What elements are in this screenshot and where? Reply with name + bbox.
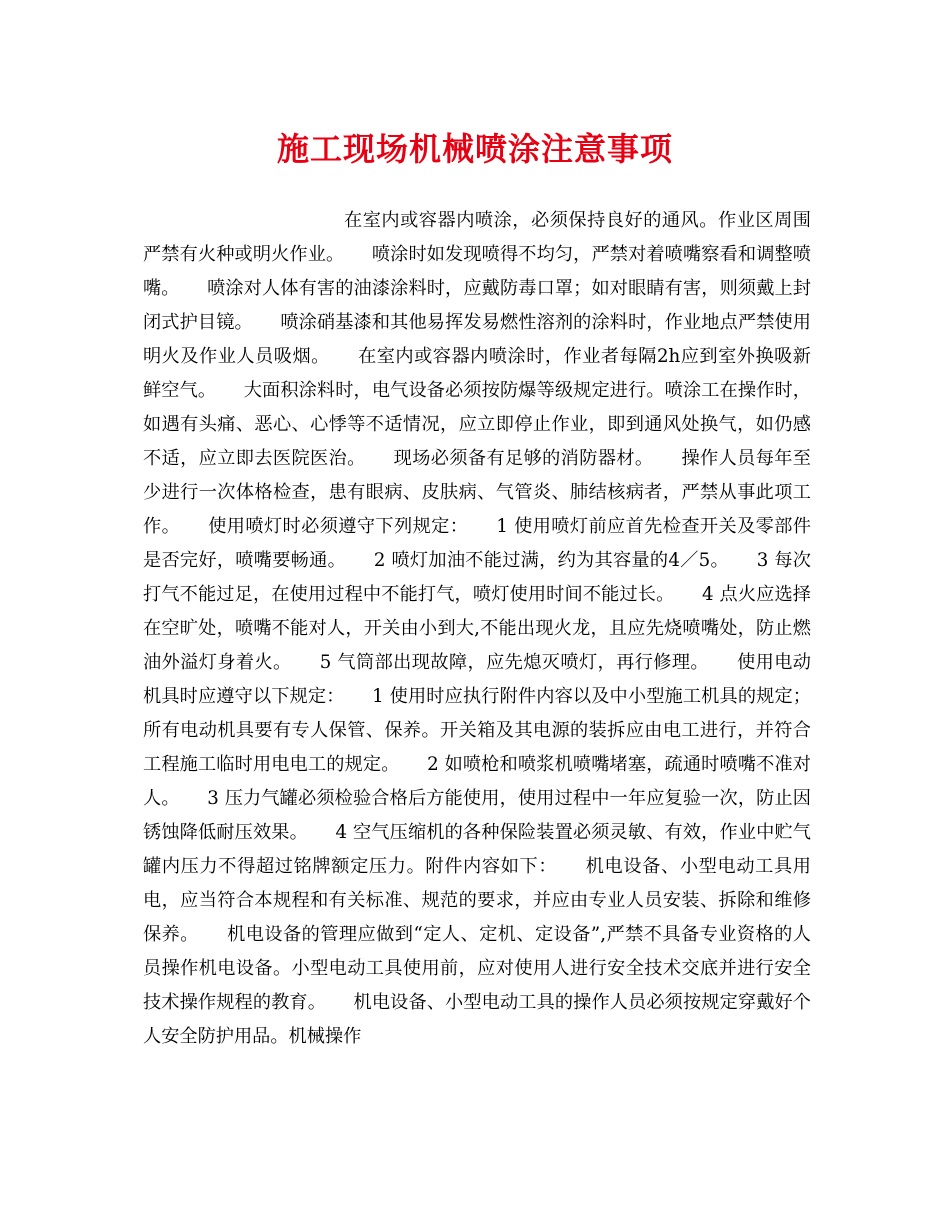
document-body: 在室内或容器内喷涂，必须保持良好的通风。作业区周围严禁有火种或明火作业。 喷涂时如发现喷得不均匀，严禁对着喷嘴察看和调整喷嘴。 喷涂对人体有害的油漆涂料时，应戴防毒口罩；如对眼睛有害，则须戴上封闭式护目镜。 喷涂硝基漆和其他易挥发易燃性溶剂的涂料时，作业地点严禁使用明火及作业人员吸烟。 在室内或容器内喷涂时，作业者每隔2h应到室外换吸新鲜空气。 大面积涂料时，电气设备必须按防爆等级规定进行。喷涂工在操作时，如遇有头痛、恶心、心悸等不适情况，应立即停止作业，即到通风处换气，如仍感不适，应立即去医院医治。 现场必须备有足够的消防器材。 操作人员每年至少进行一次体格检查，患有眼病、皮肤病、气管炎、肺结核病者，严禁从事此项工作。 使用喷灯时必须遵守下列规定： 1 使用喷灯前应首先检查开关及零部件是否完好，喷嘴要畅通。 2 喷灯加油不能过满，约为其容量的4／5。 3 每次打气不能过足，在使用过程中不能打气，喷灯使用时间不能过长。 4 点火应选择在空旷处，喷嘴不能对人，开关由小到大,不能出现火龙，且应先烧喷嘴处，防止燃油外溢灯身着火。 5 气筒部出现故障，应先熄灭喷灯，再行修理。 使用电动机具时应遵守以下规定： 1 使用时应执行附件内容以及中小型施工机具的规定；所有电动机具要有专人保管、保养。开关箱及其电源的装拆应由电工进行，并符合工程施工临时用电电工的规定。 2 如喷枪和喷浆机喷嘴堵塞，疏通时喷嘴不准对人。 3 压力气罐必须检验合格后方能使用，使用过程中一年应复验一次，防止因锈蚀降低耐压效果。 4 空气压缩机的各种保险装置必须灵敏、有效，作业中贮气罐内压力不得超过铭牌额定压力。附件内容如下： 机电设备、小型电动工具用电，应当符合本规程和有关标准、规范的要求，并应由专业人员安装、拆除和维修保养。 机电设备的管理应做到“定人、定机、定设备”,严禁不具备专业资格的人员操作机电设备。小型电动工具使用前，应对使用人进行安全技术交底并进行安全技术操作规程的教育。 机电设备、小型电动工具的操作人员必须按规定穿戴好个人安全防护用品。机械操作 — [143, 210, 811, 1047]
document-title: 施工现场机械喷涂注意事项 — [276, 130, 673, 168]
